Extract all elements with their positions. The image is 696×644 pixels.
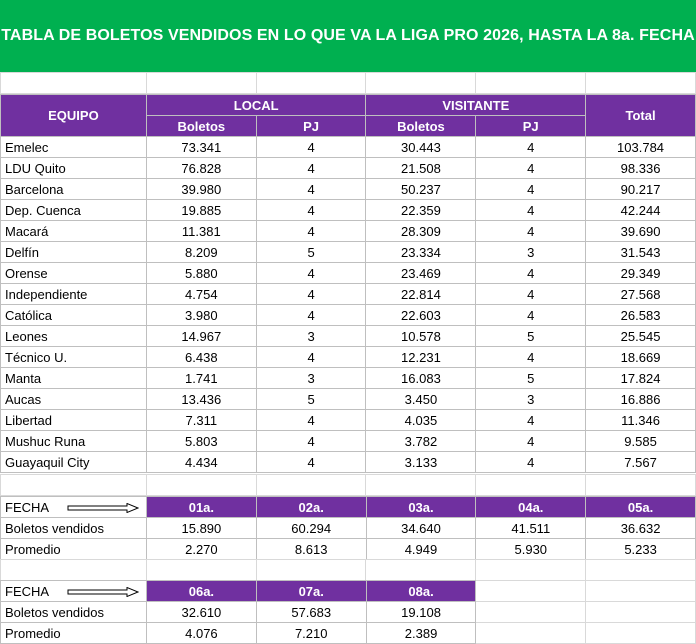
team-name: Dep. Cuenca — [1, 200, 147, 221]
header-equipo: EQUIPO — [1, 95, 147, 137]
visitante-boletos: 4.035 — [366, 410, 476, 431]
local-boletos: 76.828 — [146, 158, 256, 179]
total-boletos: 31.543 — [586, 242, 696, 263]
visitante-boletos: 16.083 — [366, 368, 476, 389]
visitante-pj: 4 — [476, 452, 586, 473]
local-boletos: 3.980 — [146, 305, 256, 326]
team-name: Guayaquil City — [1, 452, 147, 473]
local-boletos: 8.209 — [146, 242, 256, 263]
total-boletos: 29.349 — [586, 263, 696, 284]
local-boletos: 7.311 — [146, 410, 256, 431]
local-boletos: 5.803 — [146, 431, 256, 452]
total-boletos: 18.669 — [586, 347, 696, 368]
promedio-value: 5.233 — [586, 539, 696, 560]
boletos-value: 34.640 — [366, 518, 476, 539]
local-pj: 4 — [256, 179, 366, 200]
visitante-boletos: 21.508 — [366, 158, 476, 179]
visitante-pj: 3 — [476, 242, 586, 263]
visitante-boletos: 30.443 — [366, 137, 476, 158]
spacer-row — [0, 474, 696, 496]
visitante-boletos: 10.578 — [366, 326, 476, 347]
table-row — [1, 137, 696, 158]
fecha-05: 05a. — [586, 497, 696, 518]
boletos-value: 15.890 — [146, 518, 256, 539]
total-boletos: 39.690 — [586, 221, 696, 242]
team-name: Libertad — [1, 410, 147, 431]
local-pj: 3 — [256, 368, 366, 389]
promedio-value: 2.389 — [366, 623, 476, 644]
promedio-label: Promedio — [1, 539, 147, 560]
team-name: Barcelona — [1, 179, 147, 200]
team-name: LDU Quito — [1, 158, 147, 179]
local-pj: 4 — [256, 158, 366, 179]
table-row — [1, 410, 696, 431]
local-pj: 4 — [256, 284, 366, 305]
local-pj: 4 — [256, 200, 366, 221]
table-row — [1, 431, 696, 452]
visitante-boletos: 22.603 — [366, 305, 476, 326]
fecha-01: 01a. — [146, 497, 256, 518]
table-row — [1, 452, 696, 473]
empty-cell — [586, 623, 696, 644]
local-pj: 5 — [256, 389, 366, 410]
visitante-pj: 4 — [476, 200, 586, 221]
team-name: Emelec — [1, 137, 147, 158]
local-pj: 4 — [256, 137, 366, 158]
local-boletos: 39.980 — [146, 179, 256, 200]
local-pj: 3 — [256, 326, 366, 347]
boletos-vendidos-label: Boletos vendidos — [1, 602, 147, 623]
boletos-value: 57.683 — [256, 602, 366, 623]
empty-cell — [476, 581, 586, 602]
header-vis-pj: PJ — [476, 116, 586, 137]
promedio-value: 7.210 — [256, 623, 366, 644]
boletos-value: 60.294 — [256, 518, 366, 539]
visitante-boletos: 28.309 — [366, 221, 476, 242]
visitante-pj: 4 — [476, 221, 586, 242]
empty-cell — [586, 602, 696, 623]
total-boletos: 26.583 — [586, 305, 696, 326]
local-boletos: 5.880 — [146, 263, 256, 284]
visitante-pj: 4 — [476, 431, 586, 452]
promedio-value: 4.949 — [366, 539, 476, 560]
visitante-boletos: 22.814 — [366, 284, 476, 305]
team-name: Manta — [1, 368, 147, 389]
boletos-vendidos-label: Boletos vendidos — [1, 518, 147, 539]
local-pj: 4 — [256, 347, 366, 368]
promedio-value: 8.613 — [256, 539, 366, 560]
table-row — [1, 221, 696, 242]
right-arrow-icon — [67, 587, 139, 597]
table-row — [1, 368, 696, 389]
local-boletos: 4.434 — [146, 452, 256, 473]
header-total: Total — [586, 95, 696, 137]
right-arrow-icon — [67, 503, 139, 513]
local-boletos: 1.741 — [146, 368, 256, 389]
fechas-table-2 — [0, 580, 696, 644]
promedio-value: 2.270 — [146, 539, 256, 560]
tickets-table — [0, 94, 696, 473]
fecha-label: FECHA — [1, 497, 147, 518]
visitante-pj: 4 — [476, 347, 586, 368]
visitante-pj: 4 — [476, 410, 586, 431]
table-row — [1, 200, 696, 221]
visitante-pj: 4 — [476, 179, 586, 200]
total-boletos: 9.585 — [586, 431, 696, 452]
visitante-boletos: 22.359 — [366, 200, 476, 221]
total-boletos: 16.886 — [586, 389, 696, 410]
team-name: Aucas — [1, 389, 147, 410]
promedio-value: 5.930 — [476, 539, 586, 560]
total-boletos: 17.824 — [586, 368, 696, 389]
visitante-pj: 4 — [476, 284, 586, 305]
visitante-boletos: 12.231 — [366, 347, 476, 368]
header-local-boletos: Boletos — [146, 116, 256, 137]
team-name: Leones — [1, 326, 147, 347]
team-name: Mushuc Runa — [1, 431, 147, 452]
team-name: Técnico U. — [1, 347, 147, 368]
local-boletos: 4.754 — [146, 284, 256, 305]
local-pj: 4 — [256, 305, 366, 326]
local-pj: 4 — [256, 431, 366, 452]
local-boletos: 73.341 — [146, 137, 256, 158]
local-pj: 4 — [256, 221, 366, 242]
total-boletos: 27.568 — [586, 284, 696, 305]
table-row — [1, 305, 696, 326]
fecha-07: 07a. — [256, 581, 366, 602]
empty-cell — [476, 623, 586, 644]
local-pj: 4 — [256, 263, 366, 284]
local-boletos: 19.885 — [146, 200, 256, 221]
local-pj: 4 — [256, 452, 366, 473]
fecha-label: FECHA — [1, 581, 147, 602]
visitante-pj: 5 — [476, 326, 586, 347]
table-row — [1, 284, 696, 305]
team-name: Orense — [1, 263, 147, 284]
fecha-08: 08a. — [366, 581, 476, 602]
table-row — [1, 389, 696, 410]
visitante-pj: 4 — [476, 263, 586, 284]
visitante-pj: 3 — [476, 389, 586, 410]
header-local-pj: PJ — [256, 116, 366, 137]
team-name: Delfín — [1, 242, 147, 263]
page-title: TABLA DE BOLETOS VENDIDOS EN LO QUE VA LA LIGA PRO 2026, HASTA LA 8a. FECHA — [0, 0, 696, 72]
local-boletos: 13.436 — [146, 389, 256, 410]
visitante-pj: 4 — [476, 305, 586, 326]
total-boletos: 98.336 — [586, 158, 696, 179]
spacer-row — [0, 559, 696, 581]
header-local: LOCAL — [146, 95, 366, 116]
visitante-boletos: 50.237 — [366, 179, 476, 200]
fecha-03: 03a. — [366, 497, 476, 518]
boletos-value: 32.610 — [146, 602, 256, 623]
total-boletos: 11.346 — [586, 410, 696, 431]
promedio-label: Promedio — [1, 623, 147, 644]
table-row — [1, 347, 696, 368]
table-row — [1, 242, 696, 263]
local-boletos: 11.381 — [146, 221, 256, 242]
spacer-row — [0, 72, 696, 94]
visitante-boletos: 23.334 — [366, 242, 476, 263]
boletos-value: 36.632 — [586, 518, 696, 539]
fechas-table-1 — [0, 496, 696, 560]
promedio-value: 4.076 — [146, 623, 256, 644]
visitante-boletos: 23.469 — [366, 263, 476, 284]
local-boletos: 14.967 — [146, 326, 256, 347]
visitante-pj: 4 — [476, 158, 586, 179]
boletos-value: 41.511 — [476, 518, 586, 539]
team-name: Macará — [1, 221, 147, 242]
total-boletos: 90.217 — [586, 179, 696, 200]
fecha-06: 06a. — [146, 581, 256, 602]
total-boletos: 103.784 — [586, 137, 696, 158]
header-visitante: VISITANTE — [366, 95, 586, 116]
empty-cell — [476, 602, 586, 623]
visitante-pj: 5 — [476, 368, 586, 389]
boletos-value: 19.108 — [366, 602, 476, 623]
empty-cell — [586, 581, 696, 602]
team-name: Independiente — [1, 284, 147, 305]
fecha-04: 04a. — [476, 497, 586, 518]
local-boletos: 6.438 — [146, 347, 256, 368]
table-row — [1, 326, 696, 347]
local-pj: 4 — [256, 410, 366, 431]
visitante-pj: 4 — [476, 137, 586, 158]
fecha-02: 02a. — [256, 497, 366, 518]
total-boletos: 25.545 — [586, 326, 696, 347]
total-boletos: 42.244 — [586, 200, 696, 221]
local-pj: 5 — [256, 242, 366, 263]
team-name: Católica — [1, 305, 147, 326]
table-row — [1, 158, 696, 179]
visitante-boletos: 3.782 — [366, 431, 476, 452]
visitante-boletos: 3.450 — [366, 389, 476, 410]
table-row — [1, 263, 696, 284]
visitante-boletos: 3.133 — [366, 452, 476, 473]
header-vis-boletos: Boletos — [366, 116, 476, 137]
table-row — [1, 179, 696, 200]
total-boletos: 7.567 — [586, 452, 696, 473]
